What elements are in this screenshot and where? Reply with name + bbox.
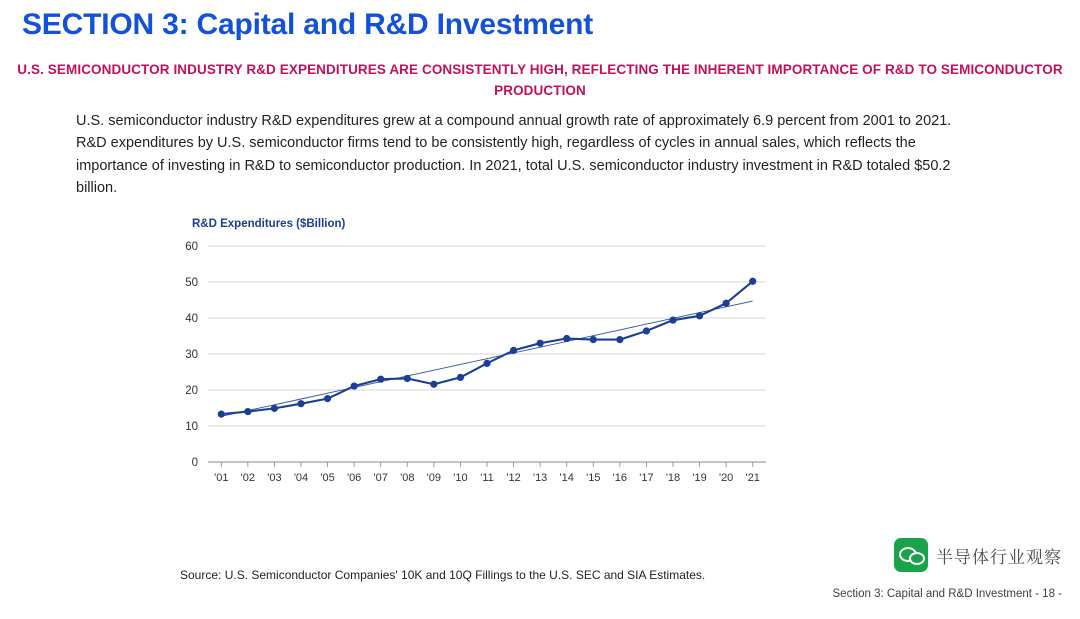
slide-footer: Section 3: Capital and R&D Investment - 18 - xyxy=(832,588,1062,600)
svg-text:'10: '10 xyxy=(453,472,468,484)
svg-text:'17: '17 xyxy=(639,472,654,484)
svg-text:'06: '06 xyxy=(346,472,362,484)
svg-text:'08: '08 xyxy=(400,472,415,484)
svg-text:'14: '14 xyxy=(559,472,574,484)
svg-text:'13: '13 xyxy=(532,472,548,484)
svg-text:'07: '07 xyxy=(373,472,388,484)
svg-text:'18: '18 xyxy=(665,472,681,484)
wechat-icon xyxy=(894,538,928,572)
svg-text:30: 30 xyxy=(185,349,198,361)
svg-text:'12: '12 xyxy=(506,472,521,484)
svg-text:60: 60 xyxy=(185,241,198,253)
svg-text:'15: '15 xyxy=(586,472,601,484)
svg-text:0: 0 xyxy=(191,457,198,469)
svg-text:'21: '21 xyxy=(745,472,760,484)
svg-text:'19: '19 xyxy=(692,472,707,484)
svg-text:'01: '01 xyxy=(214,472,229,484)
svg-text:'11: '11 xyxy=(480,472,494,484)
svg-text:'20: '20 xyxy=(718,472,734,484)
svg-text:10: 10 xyxy=(185,421,198,433)
chart-title: R&D Expenditures ($Billion) xyxy=(192,218,346,230)
svg-text:20: 20 xyxy=(185,385,198,397)
slide-subtitle: U.S. SEMICONDUCTOR INDUSTRY R&D EXPENDITURES ARE CONSISTENTLY HIGH, REFLECTING THE INHERENT IMPORTANCE OF R&D TO SEMICONDUCTOR PRODUCTION xyxy=(17,62,1063,98)
chart-container xyxy=(160,218,820,518)
svg-text:'16: '16 xyxy=(612,472,628,484)
svg-text:'09: '09 xyxy=(426,472,442,484)
svg-text:40: 40 xyxy=(185,313,198,325)
svg-text:'05: '05 xyxy=(320,472,335,484)
body-paragraph: U.S. semiconductor industry R&D expenditures grew at a compound annual growth rate of approximately 6.9 percent from 2001 to 2021. R&D expenditures by U.S. semiconductor firms tend to be consistently high, regardless of cycles in annual sales, which reflects the importance of investing in R&D to semiconductor production. In 2021, total U.S. semiconductor industry investment in R&D totaled $50.2 billion. xyxy=(76,113,952,197)
svg-text:'02: '02 xyxy=(240,472,256,484)
svg-text:'04: '04 xyxy=(293,472,309,484)
watermark xyxy=(894,538,1062,572)
source-note: Source: U.S. Semiconductor Companies' 10K and 10Q Fillings to the U.S. SEC and SIA Estimates. xyxy=(180,568,706,582)
page-title: SECTION 3: Capital and R&D Investment xyxy=(22,8,594,41)
line-chart-svg xyxy=(160,240,780,498)
svg-text:'03: '03 xyxy=(267,472,282,484)
chart-plot xyxy=(160,240,780,498)
svg-text:50: 50 xyxy=(185,277,198,289)
watermark-label: 半导体行业观察 xyxy=(936,547,1062,568)
